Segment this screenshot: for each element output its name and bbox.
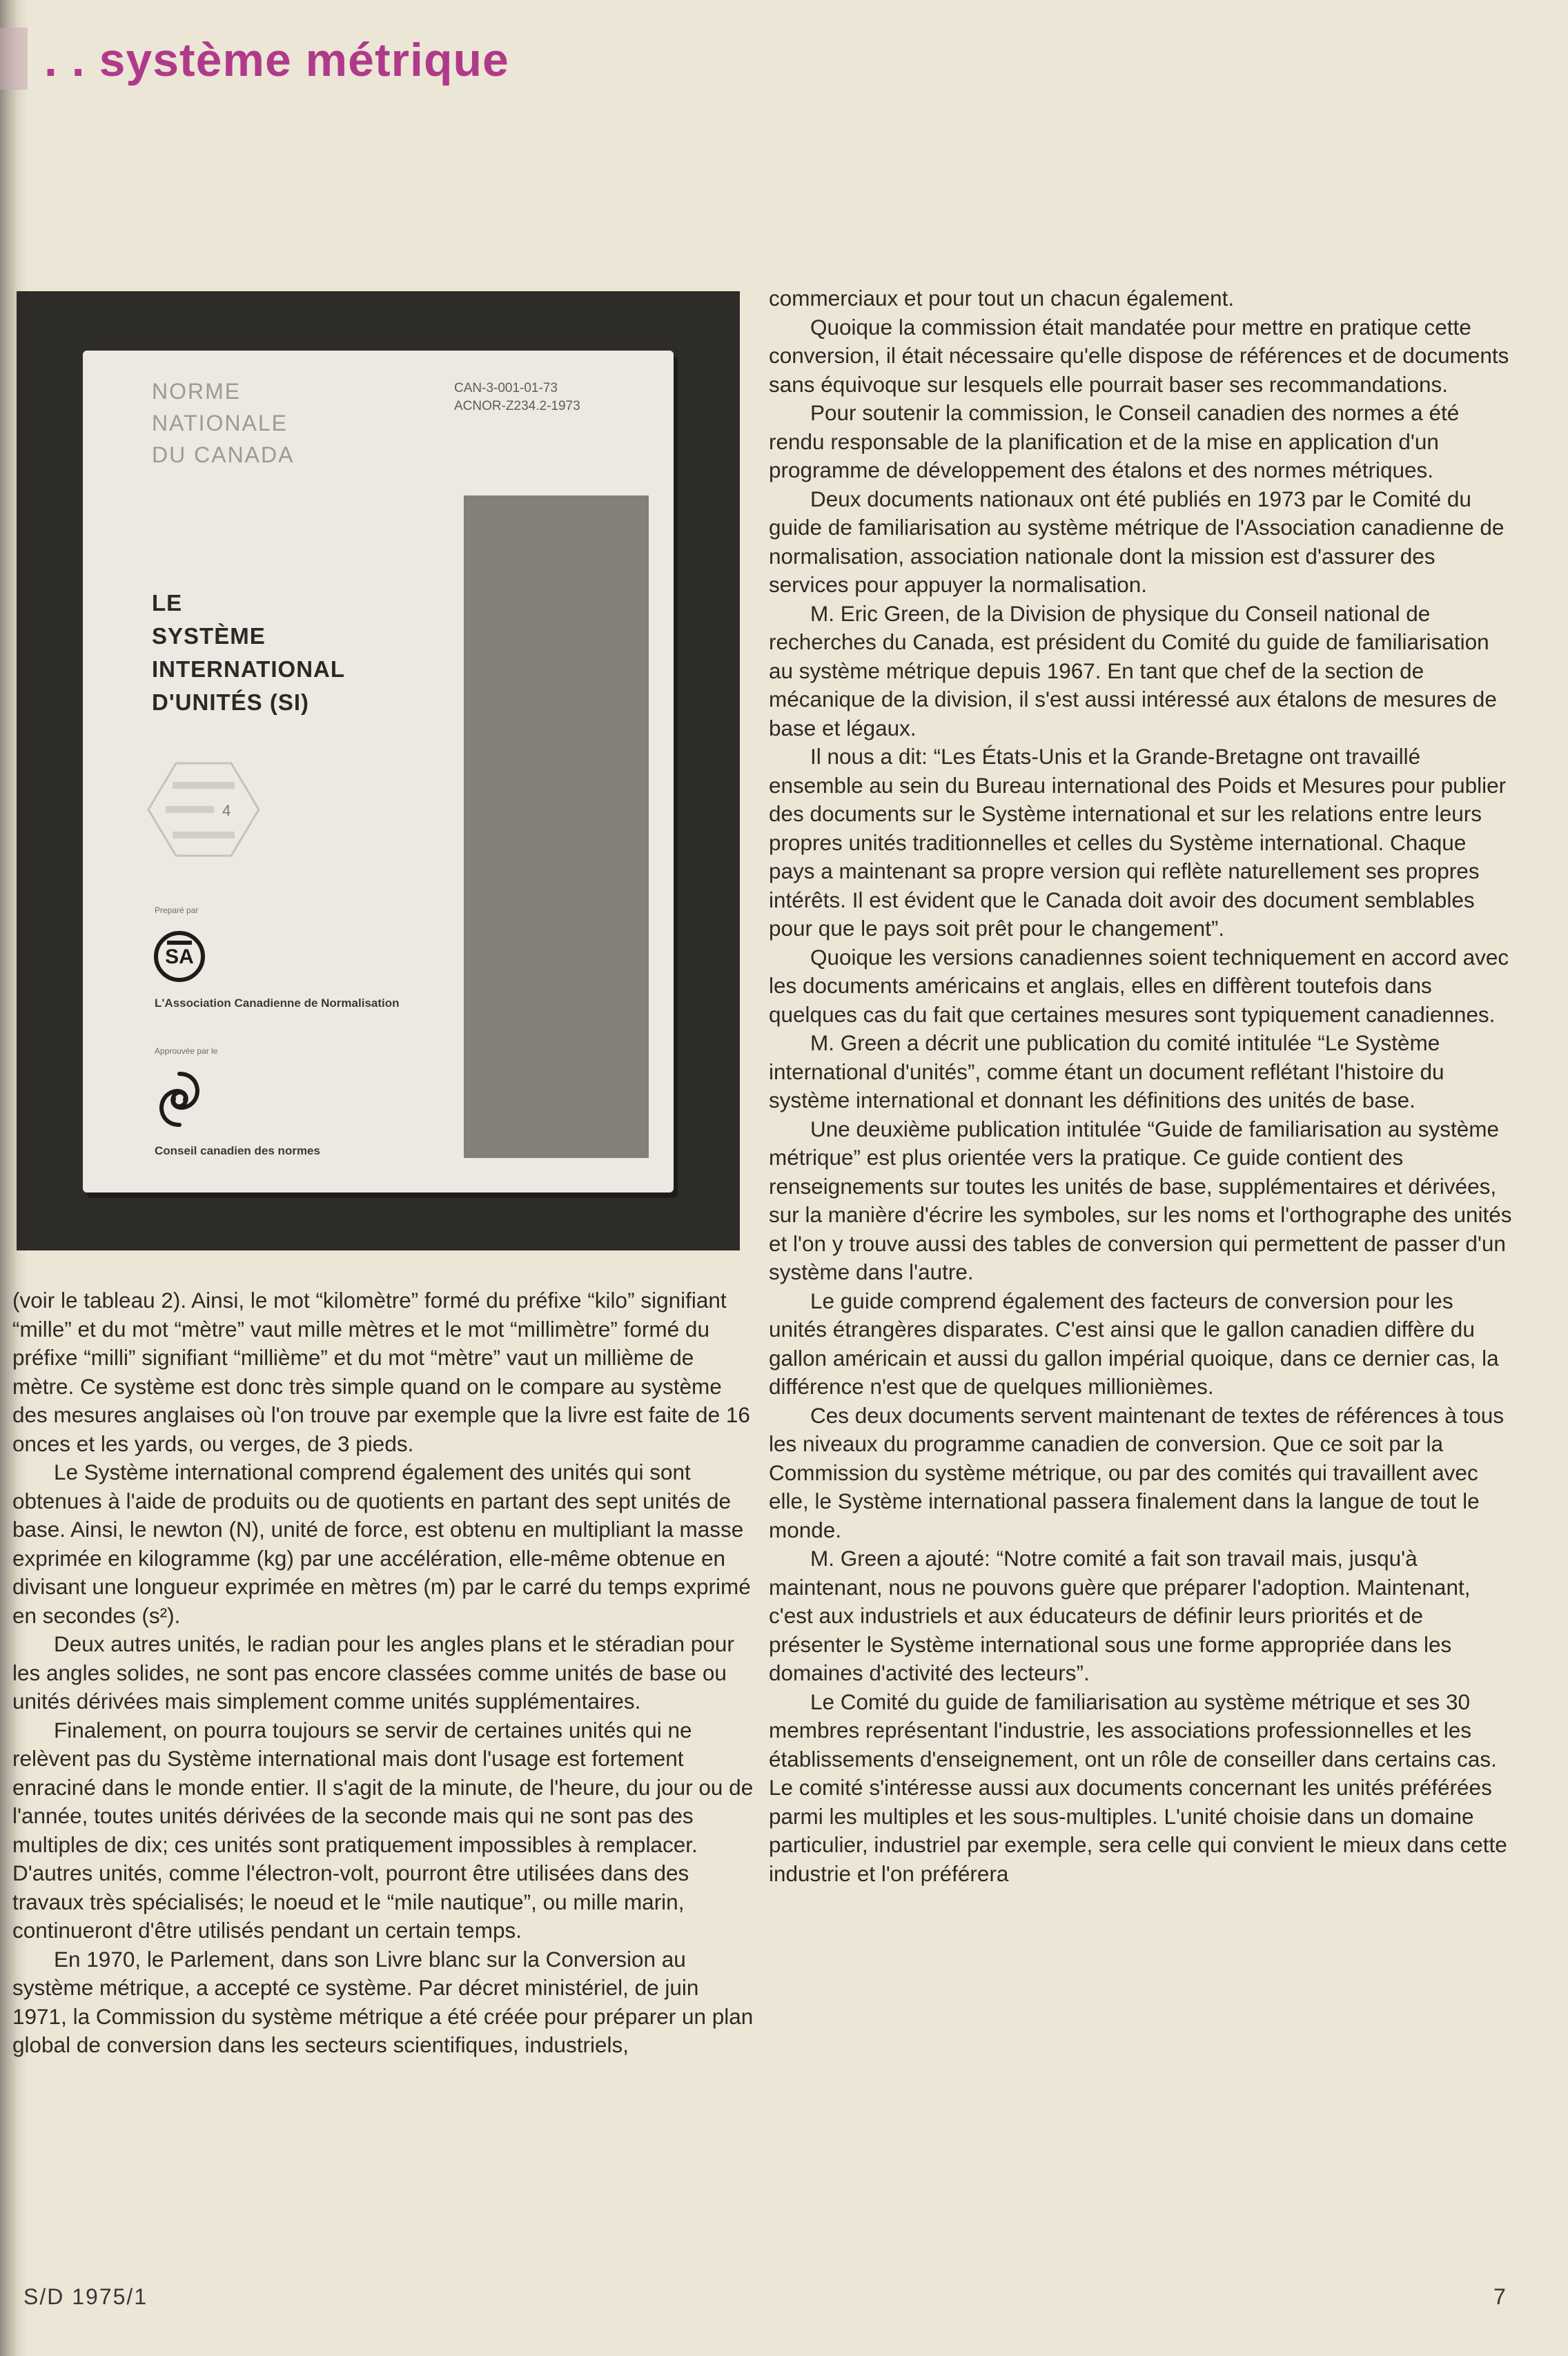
hexagon-emblem-icon bbox=[145, 758, 262, 861]
svg-text:SA: SA bbox=[165, 945, 194, 968]
ccn-swirl-logo-icon bbox=[152, 1068, 207, 1130]
left-paragraph-4: Finalement, on pourra toujours se servir de certaines unités qui ne relèvent pas du Système international mais dont l'usage est fortement enraciné dans le monde entier. Il s'agit de la minute, de l'heure, du jour ou de l'année, toutes unités dérivées de la seconde mais qui ne sont pas des multiples de dix; ces unités sont pratiquement impossibles à remplacer. D'autres unités, comme l'électron-volt, pourront être utilisées dans des travaux très spécialisés; le noeud et le “mile nautique”, ou mille marin, continueront d'être utilisés pendant un certain temps. bbox=[12, 1717, 754, 1943]
left-paragraph-5: En 1970, le Parlement, dans son Livre blanc sur la Conversion au système métrique, a accepté ce système. Par décret ministériel, de juin 1971, la Commission du système métrique a été créée pour préparer un plan global de conversion dans les secteurs scientifiques, industriels, bbox=[12, 1946, 754, 2057]
right-text-column bbox=[769, 284, 1516, 1888]
cover-prepared-by: Preparé par bbox=[155, 905, 199, 915]
right-paragraph-4: Deux documents nationaux ont été publiés en 1973 par le Comité du guide de familiarisation au système métrique de l'Association canadienne de normalisation, association nationale dont la mission est d'assurer des services pour appuyer la normalisation. bbox=[769, 486, 1505, 597]
left-text-column bbox=[12, 1286, 758, 2060]
cover-si-title: LE SYSTÈME INTERNATIONAL D'UNITÉS (SI) bbox=[152, 590, 346, 715]
booklet-cover bbox=[83, 351, 674, 1192]
left-paragraph-1: (voir le tableau 2). Ainsi, le mot “kilomètre” formé du préfixe “kilo” signifiant “mille” et du mot “mètre” vaut mille mètres et le mot “millimètre” formé du préfixe “milli” signifiant “millième” et du mot “mètre” vaut un millième de mètre. Ce système est donc très simple quand on le compare au système des mesures anglaises où l'on trouve par exemple que la livre est faite de 16 onces et les yards, ou verges, de 3 pieds. bbox=[12, 1288, 750, 1456]
cover-csa-name: L'Association Canadienne de Normalisation bbox=[155, 997, 400, 1010]
right-paragraph-7: Quoique les versions canadiennes soient techniquement en accord avec les documents américains et anglais, elles en diffèrent toutefois dans quelques cas du fait que certaines mesures sont typiquement canadiennes. bbox=[769, 944, 1509, 1027]
right-paragraph-13: Le Comité du guide de familiarisation au système métrique et ses 30 membres représentant l'industrie, les associations professionnelles et les établissements d'enseignement, ont un rôle de conseiller dans certains cas. Le comité s'intéresse aussi aux documents concernant les unités préférées parmi les multiples et les sous-multiples. L'unité choisie dans un domaine particulier, industriel par exemple, sera celle qui convient le mieux dans cette industrie et l'on préférera bbox=[769, 1689, 1507, 1886]
cover-standard-codes: CAN-3-001-01-73 ACNOR-Z234.2-1973 bbox=[454, 381, 580, 413]
right-paragraph-11: Ces deux documents servent maintenant de textes de références à tous les niveaux du programme canadien de conversion. Que ce soit par la Commission du système métrique, ou par des comités qui travaillent avec elle, le Système international passera finalement dans la langue de tout le monde. bbox=[769, 1402, 1505, 1542]
right-paragraph-2: Quoique la commission était mandatée pour mettre en pratique cette conversion, il était nécessaire qu'elle dispose de références et de documents sans équivoque sur lesquels elle pourrait baser ses recommandations. bbox=[769, 314, 1509, 397]
footer-page-number: 7 bbox=[1493, 2284, 1506, 2309]
right-paragraph-6: Il nous a dit: “Les États-Unis et la Grande-Bretagne ont travaillé ensemble au sein du Bureau international des Poids et Mesures pour publier des documents sur le Système international et sur les relations entre leurs propres unités traditionnelles et celles du Système international. Chaque pays a maintenant sa propre version qui reflète naturellement ses propres intérêts. Il est évident que le Canada doit avoir des document semblables pour que le pays soit prêt pour le changement”. bbox=[769, 744, 1507, 941]
binding-edge-mark bbox=[0, 28, 28, 90]
csa-logo-icon bbox=[152, 929, 207, 984]
cover-gray-panel bbox=[464, 495, 649, 1158]
left-paragraph-3: Deux autres unités, le radian pour les angles plans et le stéradian pour les angles solides, ne sont pas encore classées comme unités de base ou unités dérivées mais simplement comme unités supplémentaires. bbox=[12, 1631, 734, 1714]
right-paragraph-3: Pour soutenir la commission, le Conseil canadien des normes a été rendu responsable de la planification et de la mise en application d'un programme de développement des étalons et des normes métriques. bbox=[769, 400, 1460, 482]
cover-ccn-name: Conseil canadien des normes bbox=[155, 1144, 320, 1157]
booklet-photo bbox=[17, 291, 740, 1250]
right-paragraph-12: M. Green a ajouté: “Notre comité a fait son travail mais, jusqu'à maintenant, nous ne pouvons guère que préparer l'adoption. Maintenant, c'est aux industriels et aux éducateurs de définir leurs priorités et de présenter le Système international sous une forme appropriée dans les domaines d'activité des lecteurs”. bbox=[769, 1546, 1471, 1685]
right-paragraph-1: commerciaux et pour tout un chacun également. bbox=[769, 286, 1235, 311]
page-title: . . système métrique bbox=[44, 34, 509, 86]
cover-norme-text: NORME NATIONALE DU CANADA bbox=[152, 379, 295, 467]
right-paragraph-5: M. Eric Green, de la Division de physique du Conseil national de recherches du Canada, est président du Comité du guide de familiarisation au système métrique depuis 1967. En tant que chef de la section de mécanique de la division, il s'est aussi intéressé aux étalons de mesures de base et légaux. bbox=[769, 600, 1497, 740]
footer-issue: S/D 1975/1 bbox=[23, 2284, 148, 2309]
right-paragraph-10: Le guide comprend également des facteurs de conversion pour les unités étrangères disparates. C'est ainsi que le gallon canadien diffère du gallon américain et aussi du gallon impérial quoique, dans ce dernier cas, la différence n'est que de quelques millionièmes. bbox=[769, 1288, 1499, 1399]
right-paragraph-9: Une deuxième publication intitulée “Guide de familiarisation au système métrique” est plus orientée vers la pratique. Ce guide contient des renseignements sur toutes les unités de base, supplémentaires et dérivées, sur la manière d'écrire les symboles, sur les noms et l'orthographe des unités et l'on y trouve aussi des tables de conversion qui permettent de passer d'un système dans l'autre. bbox=[769, 1116, 1512, 1284]
hexagon-emblem-number: 4 bbox=[222, 802, 231, 819]
left-paragraph-2: Le Système international comprend également des unités qui sont obtenues à l'aide de produits ou de quotients en partant des sept unités de base. Ainsi, le newton (N), unité de force, est obtenu en multipliant la masse exprimée en kilogramme (kg) par une accélération, elle-même obtenue en divisant une longueur exprimée en mètres (m) par le carré du temps exprimé en secondes (s²). bbox=[12, 1460, 751, 1628]
cover-approved-by: Approuvée par le bbox=[155, 1046, 218, 1056]
right-paragraph-8: M. Green a décrit une publication du comité intitulée “Le Système international d'unités”, comme étant un document reflétant l'histoire du système international et donnant les définitions des unités de base. bbox=[769, 1030, 1444, 1112]
